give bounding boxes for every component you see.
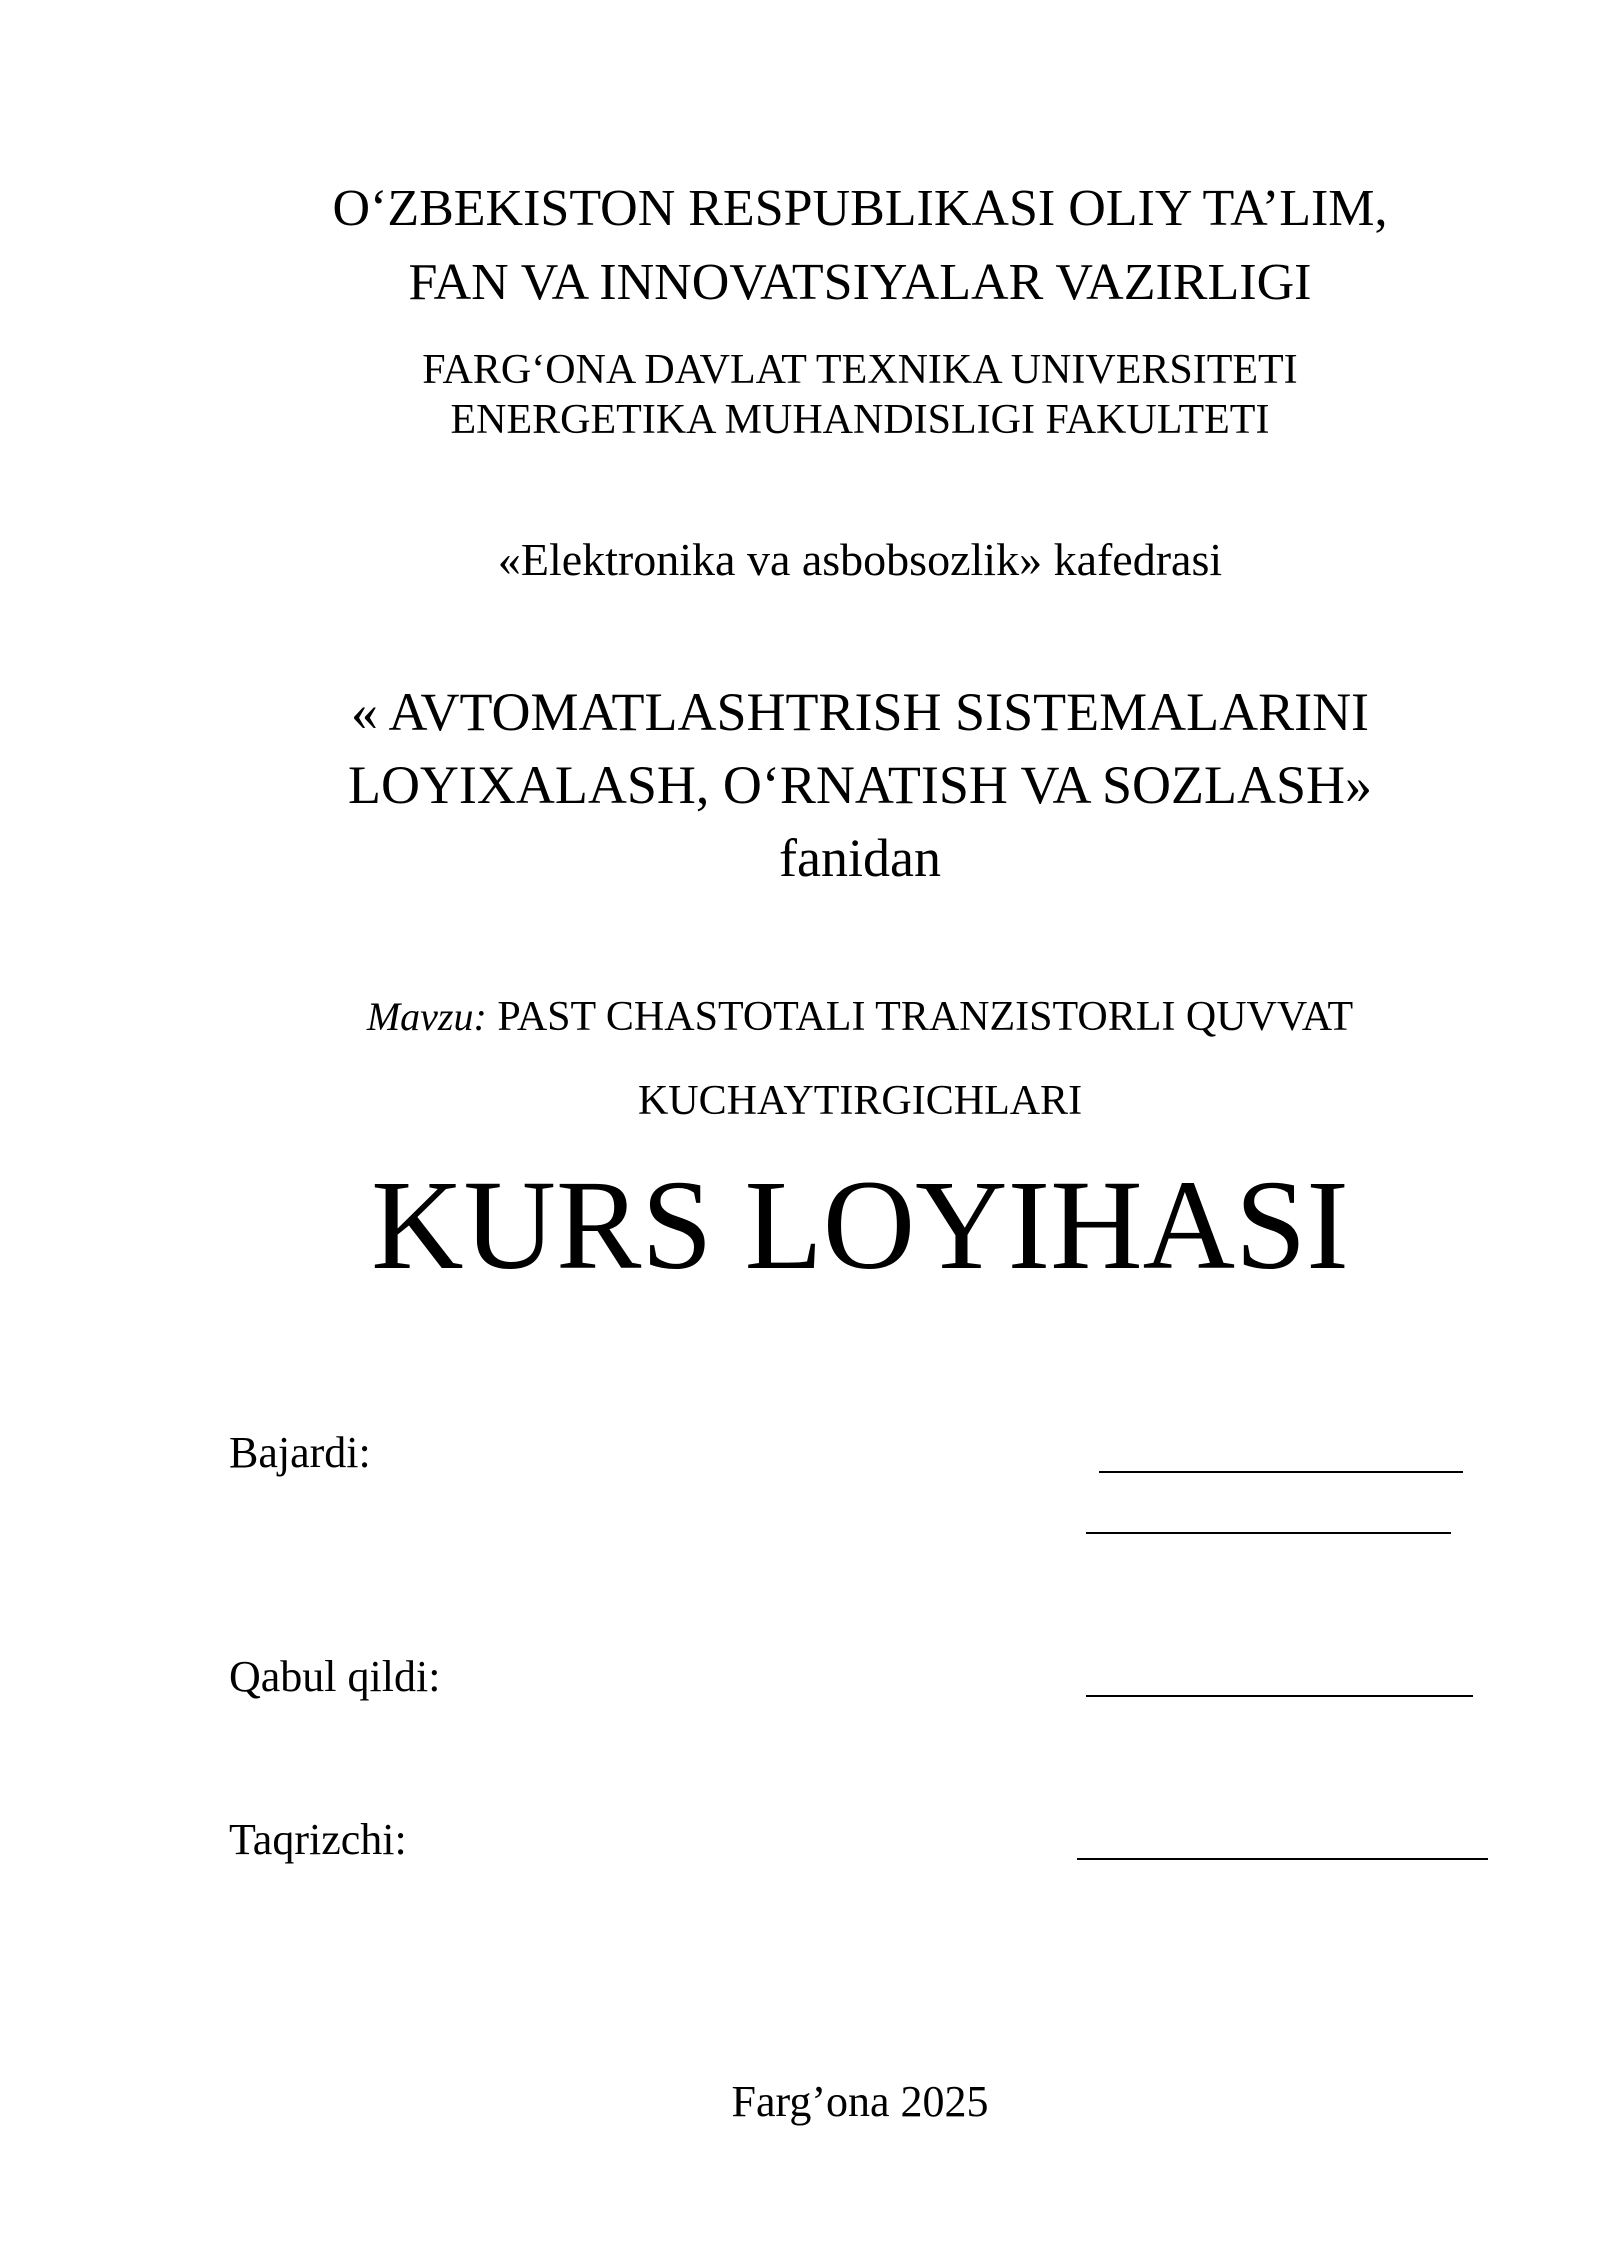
- performed-by-line-1: [1099, 1471, 1463, 1473]
- subject-block: [0, 676, 1600, 895]
- accepted-by-line: [1086, 1695, 1473, 1697]
- reviewer-line: [1077, 1858, 1488, 1860]
- university-heading: [0, 345, 1600, 445]
- topic-title-part-2: KUCHAYTIRGICHLARI: [637, 1078, 1083, 1124]
- ministry-line-2: FAN VA INNOVATSIYALAR VAZIRLIGI: [408, 254, 1312, 311]
- city-year: Farg’ona 2025: [731, 2077, 989, 2126]
- subject-line-1: « AVTOMATLASHTRISH SISTEMALARINI: [350, 682, 1370, 742]
- topic-label: Mavzu:: [366, 994, 487, 1039]
- department-name: «Elektronika va asbobsozlik» kafedrasi: [497, 534, 1223, 585]
- subject-line-2: LOYIXALASH, O‘RNATISH VA SOZLASH»: [347, 755, 1373, 815]
- topic-title-part-1: PAST CHASTOTALI TRANZISTORLI QUVVAT: [497, 994, 1354, 1040]
- document-title: KURS LOYIHASI: [371, 1154, 1349, 1296]
- ministry-heading: [0, 172, 1600, 320]
- topic-line-1: [0, 975, 1600, 1059]
- reviewer-label: Taqrizchi:: [229, 1815, 407, 1864]
- university-line-2: ENERGETIKA MUHANDISLIGI FAKULTETI: [450, 397, 1270, 443]
- performed-by-line-2: [1086, 1532, 1451, 1534]
- accepted-by-label: Qabul qildi:: [229, 1652, 441, 1701]
- performed-by-label: Bajardi:: [229, 1428, 371, 1477]
- topic-block: [0, 975, 1600, 1143]
- university-line-1: FARG‘ONA DAVLAT TEXNIKA UNIVERSITETI: [422, 347, 1298, 393]
- ministry-line-1: O‘ZBEKISTON RESPUBLIKASI OLIY TA’LIM,: [332, 180, 1388, 237]
- subject-line-3: fanidan: [779, 828, 941, 888]
